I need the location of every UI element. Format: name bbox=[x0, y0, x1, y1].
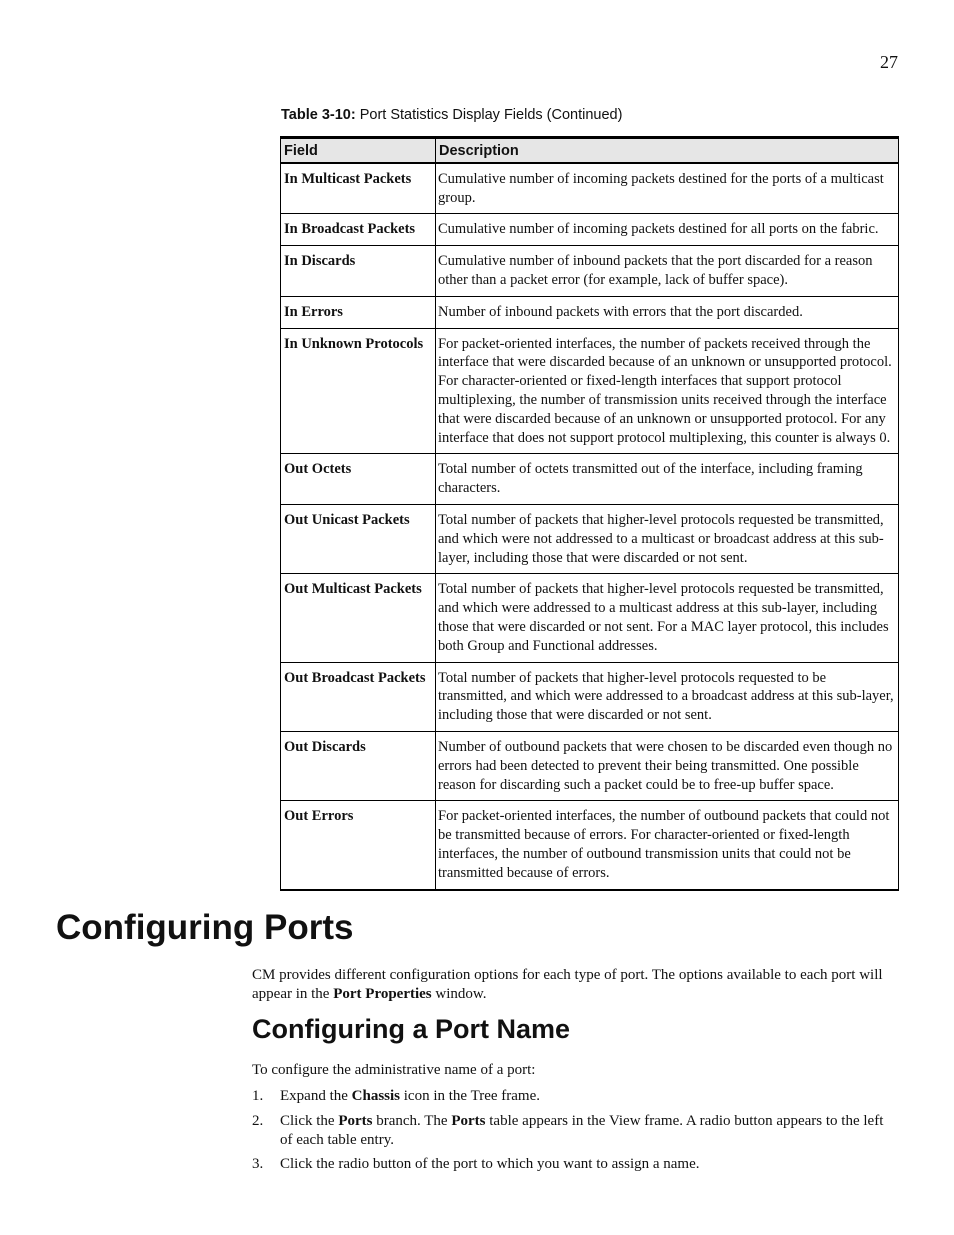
page-number: 27 bbox=[880, 52, 898, 72]
field-description-cell: Cumulative number of incoming packets destined for all ports on the fabric. bbox=[436, 214, 899, 246]
step-text: Expand the bbox=[280, 1088, 352, 1104]
table-row bbox=[281, 574, 899, 662]
table-body bbox=[281, 163, 899, 890]
field-name-cell: Out Discards bbox=[281, 731, 436, 800]
table-row bbox=[281, 163, 899, 214]
step-text: icon in the Tree frame. bbox=[400, 1088, 540, 1104]
table-caption bbox=[281, 107, 622, 123]
steps-list bbox=[252, 1087, 892, 1180]
table-row bbox=[281, 328, 899, 454]
section-title: Configuring Ports bbox=[56, 908, 354, 947]
intro-text-before: CM provides different configuration options for each type of port. The options available to each port will appear in the bbox=[252, 967, 883, 1002]
field-description-cell: Number of inbound packets with errors that the port discarded. bbox=[436, 296, 899, 328]
step-text: branch. The bbox=[372, 1112, 452, 1129]
port-statistics-table bbox=[280, 136, 899, 891]
field-name-cell: In Multicast Packets bbox=[281, 163, 436, 214]
field-name-cell: Out Errors bbox=[281, 801, 436, 890]
field-description-cell: For packet-oriented interfaces, the number of packets received through the interface that were discarded because of an unknown or unsupported protocol. For character-oriented or fixed-length interfaces that support protocol multiplexing, the number of transmission units received through the interface that were discarded because of an unknown or unsupported protocol. For any interface that does not support protocol multiplexing, this counter is always 0. bbox=[436, 328, 899, 454]
table-row bbox=[281, 731, 899, 800]
field-description-cell: Cumulative number of inbound packets that the port discarded for a reason other than a packet error (for example, lack of buffer space). bbox=[436, 246, 899, 297]
step-item bbox=[252, 1087, 892, 1106]
section-intro bbox=[252, 966, 902, 1004]
field-name-cell: Out Multicast Packets bbox=[281, 574, 436, 662]
field-description-cell: Total number of octets transmitted out of the interface, including framing characters. bbox=[436, 454, 899, 505]
table-row bbox=[281, 296, 899, 328]
field-name-cell: In Errors bbox=[281, 296, 436, 328]
table-row bbox=[281, 504, 899, 573]
field-name-cell: Out Octets bbox=[281, 454, 436, 505]
step-item bbox=[252, 1112, 892, 1150]
field-name-cell: Out Unicast Packets bbox=[281, 504, 436, 573]
field-name-cell: In Discards bbox=[281, 246, 436, 297]
table-row bbox=[281, 662, 899, 731]
field-name-cell: In Unknown Protocols bbox=[281, 328, 436, 454]
table-caption-text: Port Statistics Display Fields (Continued) bbox=[355, 107, 623, 123]
field-description-cell: Total number of packets that higher-level protocols requested to be transmitted, and which were addressed to a broadcast address at this sub-layer, including those that were discarded or not sent. bbox=[436, 662, 899, 731]
field-name-cell: In Broadcast Packets bbox=[281, 214, 436, 246]
table-header-row bbox=[281, 138, 899, 163]
subsection-lead: To configure the administrative name of a port: bbox=[252, 1062, 536, 1078]
intro-text-after: window. bbox=[431, 985, 487, 1002]
field-description-cell: Number of outbound packets that were chosen to be discarded even though no errors had been detected to prevent their being transmitted. One possible reason for discarding such a packet could be to free-up buffer space. bbox=[436, 731, 899, 800]
intro-bold: Port Properties bbox=[333, 985, 432, 1002]
table-row bbox=[281, 214, 899, 246]
field-name-cell: Out Broadcast Packets bbox=[281, 662, 436, 731]
table-caption-label: Table 3-10: bbox=[281, 107, 356, 123]
step-number: 3. bbox=[252, 1156, 264, 1173]
step-bold-term: Ports bbox=[338, 1112, 373, 1129]
table-row bbox=[281, 801, 899, 890]
field-description-cell: Total number of packets that higher-level protocols requested be transmitted, and which were not addressed to a multicast or broadcast address at this sub-layer, including those that were discarded or not sent. bbox=[436, 504, 899, 573]
step-text: Click the bbox=[280, 1112, 339, 1129]
header-field: Field bbox=[281, 138, 436, 163]
step-item bbox=[252, 1155, 892, 1174]
step-text: table appears in the View frame. A radio button appears to the left of each table entry. bbox=[280, 1112, 884, 1148]
subsection-title: Configuring a Port Name bbox=[252, 1014, 571, 1044]
table-row bbox=[281, 454, 899, 505]
field-description-cell: Cumulative number of incoming packets destined for the ports of a multicast group. bbox=[436, 163, 899, 214]
step-number: 1. bbox=[252, 1088, 264, 1104]
table-row bbox=[281, 246, 899, 297]
field-description-cell: For packet-oriented interfaces, the number of outbound packets that could not be transmitted because of errors. For character-oriented or fixed-length interfaces, the number of outbound transmission units that could not be transmitted because of errors. bbox=[436, 801, 899, 890]
field-description-cell: Total number of packets that higher-level protocols requested be transmitted, and which were addressed to a multicast address at this sub-layer, including those that were discarded or not sent. For a MAC layer protocol, this includes both Group and Functional addresses. bbox=[436, 574, 899, 662]
step-number: 2. bbox=[252, 1112, 264, 1129]
step-text: Click the radio button of the port to which you want to assign a name. bbox=[280, 1156, 700, 1173]
step-bold-term: Chassis bbox=[351, 1088, 401, 1104]
step-bold-term: Ports bbox=[451, 1112, 486, 1129]
header-description: Description bbox=[436, 138, 899, 163]
